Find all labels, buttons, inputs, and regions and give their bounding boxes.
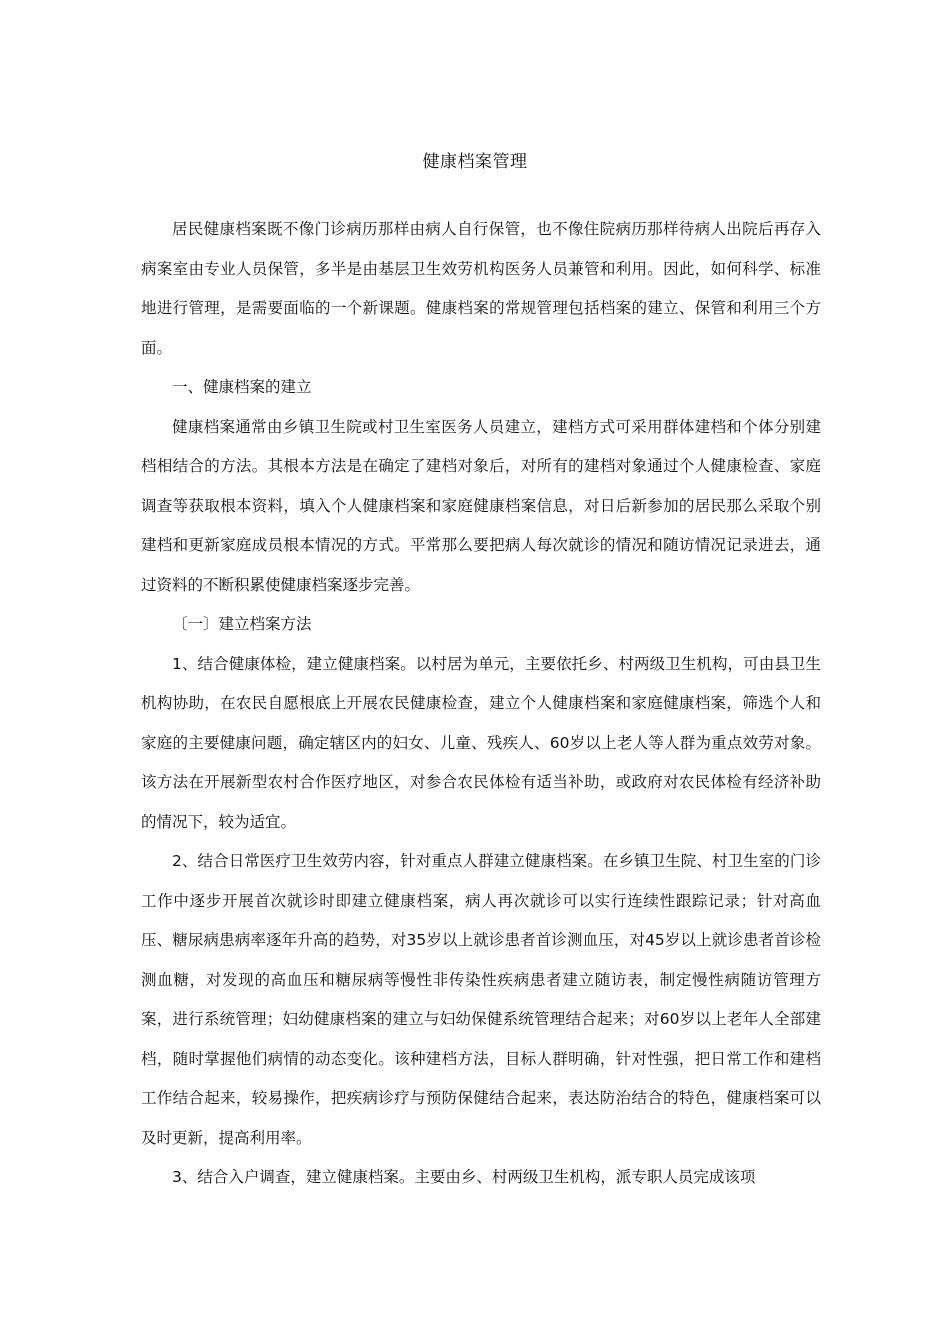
document-title: 健康档案管理 [422,152,528,172]
section-heading-establishment: 一、健康档案的建立 [172,378,312,396]
subsection-heading-methods: 〔一〕建立档案方法 [172,615,312,633]
method-3-paragraph: 3、结合入户调查，建立健康档案。主要由乡、村两级卫生机构，派专职人员完成该项 [172,1168,756,1186]
establishment-paragraph: 健康档案通常由乡镇卫生院或村卫生室医务人员建立，建档方式可采用群体建档和个体分别建档相结合的方法。其根本方法是在确定了建档对象后，对所有的建档对象通过个人健康检查、家庭调查等获取根本资料，填入个人健康档案和家庭健康档案信息，对日后新参加的居民那么采取个别建档和更新家庭成员根本情况的方式。平常那么要把病人每次就诊的情况和随访情况记录进去，通过资料的不断积累使健康档案逐步完善。 [141,417,821,594]
method-1-paragraph: 1、结合健康体检，建立健康档案。以村居为单元，主要依托乡、村两级卫生机构，可由县卫生机构协助，在农民自愿根底上开展农民健康检查，建立个人健康档案和家庭健康档案，筛选个人和家庭的主要健康问题，确定辖区内的妇女、儿童、残疾人、60岁以上老人等人群为重点效劳对象。该方法在开展新型农村合作医疗地区，对参合农民体检有适当补助，或政府对农民体检有经济补助的情况下，较为适宜。 [141,654,821,831]
method-2-paragraph: 2、结合日常医疗卫生效劳内容，针对重点人群建立健康档案。在乡镇卫生院、村卫生室的门诊工作中逐步开展首次就诊时即建立健康档案，病人再次就诊可以实行连续性跟踪记录；针对高血压、糖尿病患病率逐年升高的趋势，对35岁以上就诊患者首诊测血压，对45岁以上就诊患者首诊检测血糖，对发现的高血压和糖尿病等慢性非传染性疾病患者建立随访表，制定慢性病随访管理方案，进行系统管理；妇幼健康档案的建立与妇幼保健系统管理结合起来；对60岁以上老年人全部建档，随时掌握他们病情的动态变化。该种建档方法，目标人群明确，针对性强，把日常工作和建档工作结合起来，较易操作，把疾病诊疗与预防保健结合起来，表达防治结合的特色，健康档案可以及时更新，提高利用率。 [141,852,821,1147]
document-body [141,210,821,1198]
intro-paragraph: 居民健康档案既不像门诊病历那样由病人自行保管，也不像住院病历那样待病人出院后再存入病案室由专业人员保管，多半是由基层卫生效劳机构医务人员兼管和利用。因此，如何科学、标准地进行管理，是需要面临的一个新课题。健康档案的常规管理包括档案的建立、保管和利用三个方面。 [141,220,821,357]
